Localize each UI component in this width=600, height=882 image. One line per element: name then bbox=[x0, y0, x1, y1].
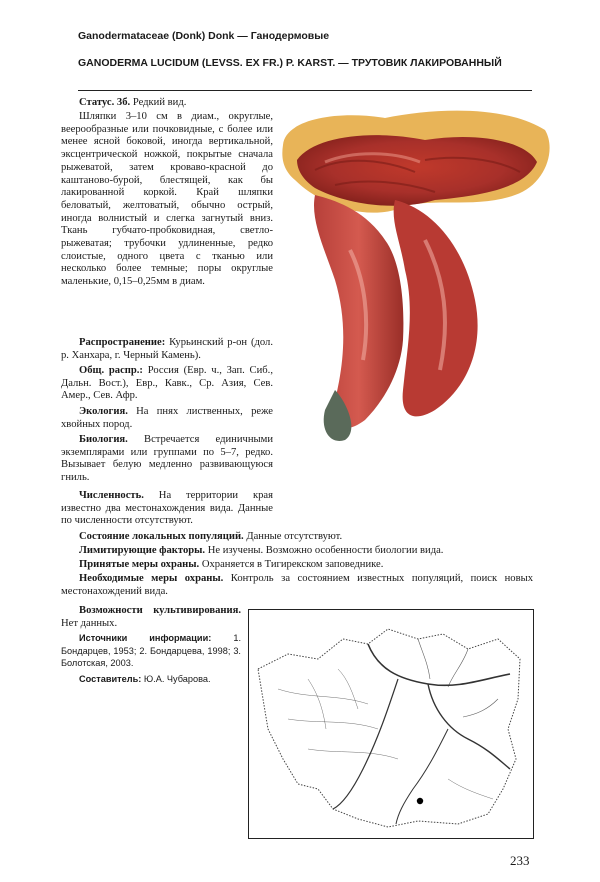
distribution-label: Распространение: bbox=[79, 337, 166, 348]
general-range-paragraph bbox=[61, 365, 273, 403]
ecology-label: Экология. bbox=[79, 406, 128, 417]
distribution-text: Курьинский р-он (дол. р. Ханхара, г. Черный Камень). bbox=[61, 337, 273, 361]
ecology-paragraph bbox=[61, 406, 273, 431]
running-header-species: GANODERMA LUCIDUM (LEVSS. EX FR.) P. KARST. — ТРУТОВИК ЛАКИРОВАННЫЙ bbox=[78, 57, 502, 69]
local-populations-text: Данные отсутствуют. bbox=[246, 531, 343, 542]
compiler-paragraph bbox=[61, 673, 241, 686]
protection-needed-text: Контроль за состоянием известных популяций, поиск новых местонахождений вида. bbox=[61, 573, 533, 597]
abundance-text: На территории края известно два местонахождения вида. Данные по численности отсутствуют. bbox=[61, 490, 273, 527]
protection-taken-text: Охраняется в Тигирекском заповеднике. bbox=[201, 559, 384, 570]
page-number: 233 bbox=[510, 853, 530, 868]
local-populations-label: Состояние локальных популяций. bbox=[79, 531, 244, 542]
general-range-label: Общ. распр.: bbox=[79, 365, 143, 376]
limiting-factors-label: Лимитирующие факторы. bbox=[79, 545, 206, 556]
biology-label: Биология. bbox=[79, 434, 128, 445]
biology-text: Встречается единичными экземплярами или группами по 5–7, редко. Вызывает белую медленно развивающуюся гниль. bbox=[61, 434, 273, 484]
local-populations-paragraph bbox=[61, 531, 533, 544]
sources-text: 1. Бондарцев, 1953; 2. Бондарцева, 1998; 3. Болотская, 2003. bbox=[61, 633, 241, 668]
running-header-family: Ganodermataceae (Donk) Donk — Ганодермовые bbox=[78, 30, 330, 42]
protection-taken-label: Принятые меры охраны. bbox=[79, 559, 200, 570]
location-marker bbox=[417, 798, 423, 804]
cultivation-paragraph bbox=[61, 605, 241, 630]
description-paragraph: Шляпки 3–10 см в диам., округлые, веерообразные или почковидные, с более или менее ясной боковой, иногда вертикальной, эксцентрической ножкой, покрытые сначала рыжеватой, затем кроваво-красной до каштаново-бурой, блестящей, как бы лакированной коркой. Край шляпки беловатый, желтоватый, обычно острый, иногда волнистый и слегка загнутый вниз. Ткань губчато-пробковидная, светло-рыжеватая; трубочки удлиненные, редко слоистые, одного цвета с тканью или несколько более темные; поры округлые маленькие, 0,15–0,25мм в диам. bbox=[61, 111, 273, 288]
compiler-text: Ю.А. Чубарова. bbox=[143, 674, 211, 684]
cultivation-label: Возможности культивирования. bbox=[79, 605, 241, 616]
status-text: Редкий вид. bbox=[132, 97, 187, 108]
map-frame bbox=[249, 610, 534, 839]
limiting-factors-text: Не изучены. Возможно особенности биологии вида. bbox=[207, 545, 444, 556]
general-range-text: Россия (Евр. ч., Зап. Сиб., Дальн. Вост.), Евр., Кавк., Ср. Азия, Сев. Амер., Сев. Афр. bbox=[61, 365, 273, 402]
header-rule bbox=[78, 90, 532, 91]
sources-label: Источники информации: bbox=[79, 633, 212, 643]
abundance-paragraph bbox=[61, 490, 273, 528]
limiting-factors-paragraph bbox=[61, 545, 533, 558]
abundance-label: Численность. bbox=[79, 490, 144, 501]
sources-paragraph bbox=[61, 632, 241, 670]
mushroom-stem bbox=[314, 195, 478, 441]
biology-paragraph bbox=[61, 434, 273, 485]
protection-needed-label: Необходимые меры охраны. bbox=[79, 573, 224, 584]
distribution-map bbox=[248, 609, 534, 839]
mushroom-photo bbox=[275, 100, 560, 445]
ecology-text: На пнях лиственных, реже хвойных пород. bbox=[61, 406, 273, 430]
cultivation-text: Нет данных. bbox=[61, 617, 118, 629]
protection-needed-paragraph bbox=[61, 573, 533, 598]
status-paragraph bbox=[61, 97, 273, 110]
compiler-label: Составитель: bbox=[79, 674, 142, 684]
protection-taken-paragraph bbox=[61, 559, 533, 572]
distribution-paragraph bbox=[61, 337, 273, 362]
status-label: Статус. 3б. bbox=[79, 97, 131, 108]
